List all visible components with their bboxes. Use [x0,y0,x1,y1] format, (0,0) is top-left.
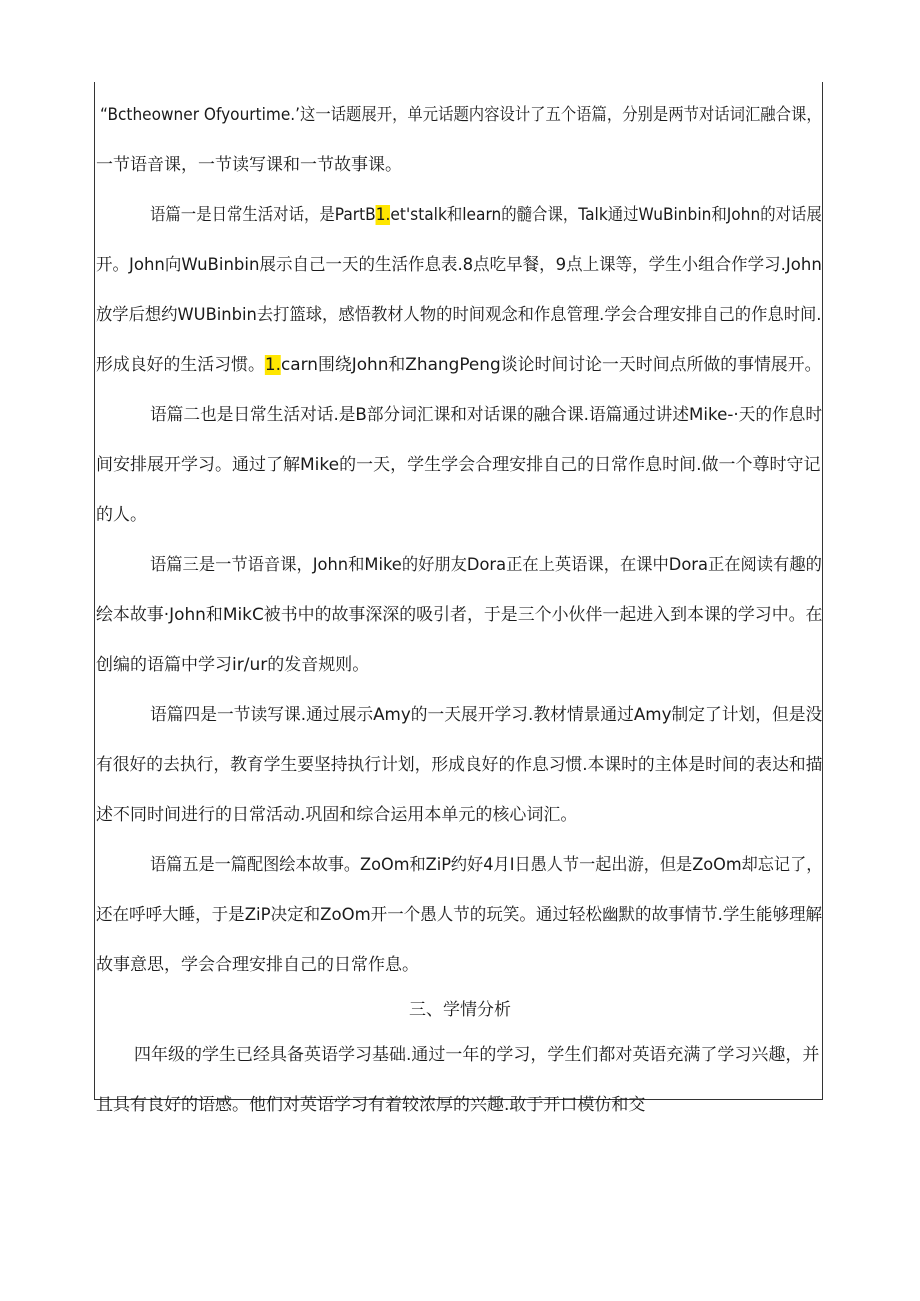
paragraph-line [150,203,822,227]
paragraph-line: 语篇三是一节语音课，John和Mike的好朋友Dora正在上英语课，在课中Dora正在阅读有趣的 [150,555,822,575]
text-run: et'stalk和learn的髓合课，Talk通过WuBinbin和John的对话展 [390,205,822,225]
document-frame [94,82,823,1100]
paragraph-line: 有很好的去执行，教育学生要坚持执行计划，形成良好的作息习惯.本课时的主体是时间的表达和描 [96,755,823,775]
paragraph-line: 且具有良好的语感。他们对英语学习有着较浓厚的兴趣.敢于开口模仿和交 [96,1095,646,1115]
paragraph-line: 间安排展开学习。通过了解Mike的一天，学生学会合理安排自己的日常作息时间.做一个尊时守记 [96,455,821,475]
paragraph-line: 故事意思，学会合理安排自己的日常作息。 [96,955,419,975]
text-run: 形成良好的生活习惯。 [96,355,265,375]
paragraph-line: “Bctheowner Ofyourtime.’这一话题展开，单元话题内容设计了五个语篇，分别是两节对话词汇融合课， [100,105,822,125]
paragraph-line [96,353,822,377]
paragraph-line: 四年级的学生已经具备英语学习基础.通过一年的学习，学生们都对英语充满了学习兴趣，并 [134,1045,820,1065]
paragraph-line: 的人。 [96,505,147,525]
paragraph-line: 放学后想约WUBinbin去打篮球，感悟教材人物的时间观念和作息管理.学会合理安排自己的作息时间. [96,305,822,325]
paragraph-line: 开。John向WuBinbin展示自己一天的生活作息表.8点吃早餐，9点上课等，学生小组合作学习.John [96,255,822,275]
paragraph-line: 一节语音课，一节读写课和一节故事课。 [96,155,402,175]
paragraph-line: 语篇二也是日常生活对话.是B部分词汇课和对话课的融合课.语篇通过讲述Mike-·天的作息时 [150,405,823,425]
highlighted-text: 1. [264,355,281,375]
highlighted-text: 1. [375,205,391,225]
paragraph-line: 还在呼呼大睡，于是ZiP决定和ZoOm开一个愚人节的玩笑。通过轻松幽默的故事情节.学生能够理解 [96,905,823,925]
paragraph-line: 创编的语篇中学习ir/ur的发音规则。 [96,655,370,675]
section-heading: 三、学情分析 [409,1000,511,1020]
paragraph-line: 绘本故事·John和MikC被书中的故事深深的吸引者，于是三个小伙伴一起进入到本课的学习中。在 [96,605,823,625]
paragraph-line: 语篇五是一篇配图绘本故事。ZoOm和ZiP约好4月I日愚人节一起出游，但是ZoOm却忘记了， [150,855,823,875]
paragraph-line: 语篇四是一节读写课.通过展示Amy的一天展开学习.教材情景通过Amy制定了计划，但是没 [150,705,823,725]
text-run: carn围绕John和ZhangPeng谈论时间讨论一天时间点所做的事情展开。 [280,355,822,375]
text-run: 语篇一是日常生活对话，是PartB [150,205,376,225]
paragraph-line: 述不同时间进行的日常活动.巩固和综合运用本单元的核心词汇。 [96,805,578,825]
